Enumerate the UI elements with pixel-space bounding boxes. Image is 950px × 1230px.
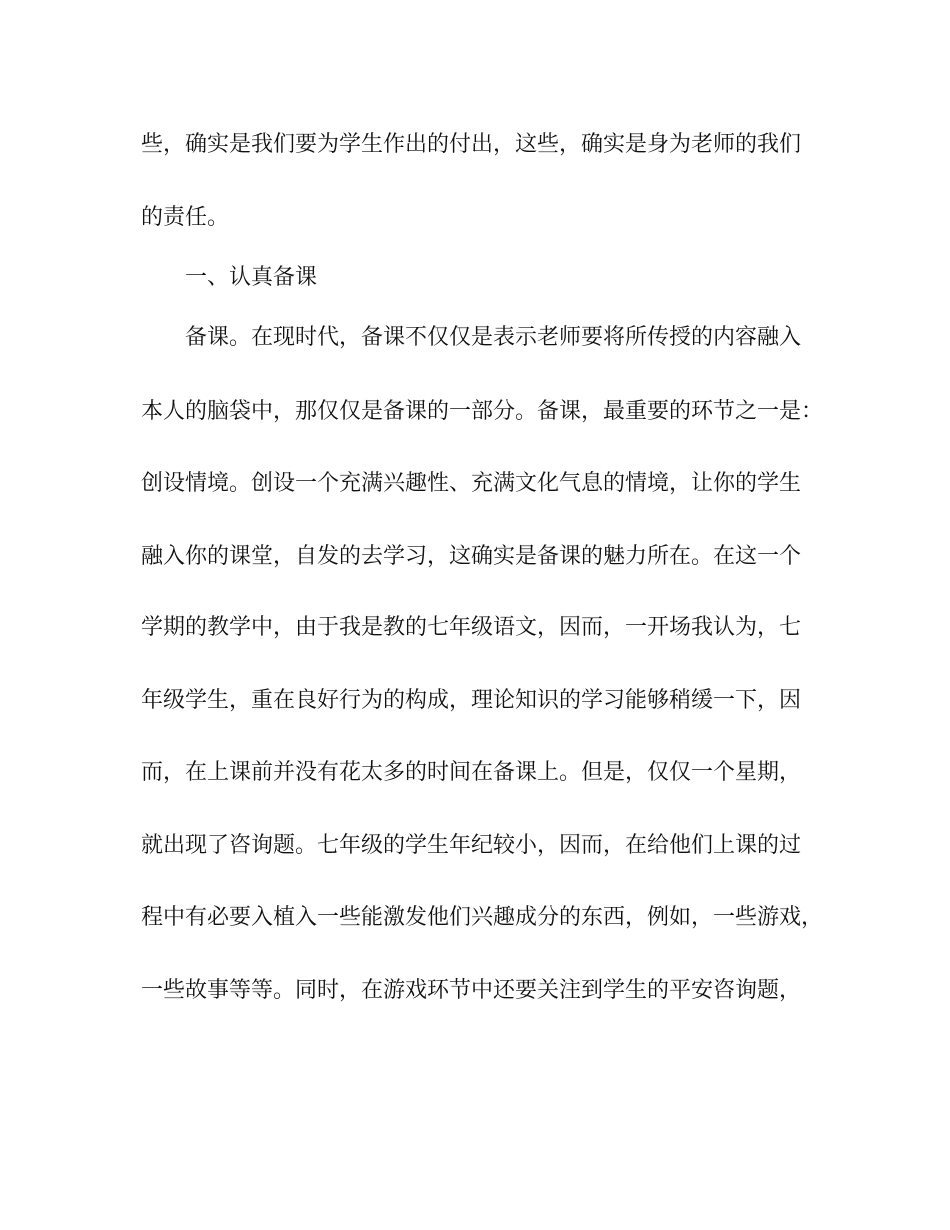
paragraph-line: 就出现了咨询题。七年级的学生年纪较小，因而，在给他们上课的过: [141, 833, 802, 858]
paragraph-line: 些，确实是我们要为学生作出的付出，这些，确实是身为老师的我们: [141, 132, 802, 157]
paragraph-line: 一些故事等等。同时，在游戏环节中还要关注到学生的平安咨询题，: [141, 978, 802, 1003]
paragraph-line: 学期的教学中，由于我是教的七年级语文，因而，一开场我认为，七: [141, 615, 802, 640]
paragraph-line: 备课。在现时代，备课不仅仅是表示老师要将所传授的内容融入: [185, 325, 802, 350]
paragraph-line: 融入你的课堂，自发的去学习，这确实是备课的魅力所在。在这一个: [141, 544, 802, 569]
paragraph-line: 创设情境。创设一个充满兴趣性、充满文化气息的情境，让你的学生: [141, 471, 802, 496]
paragraph-line: 程中有必要入植入一些能激发他们兴趣成分的东西，例如，一些游戏，: [141, 905, 824, 930]
paragraph-line: 本人的脑袋中，那仅仅是备课的一部分。备课，最重要的环节之一是：: [141, 399, 824, 424]
section-heading: 一、认真备课: [185, 265, 318, 290]
paragraph-line: 年级学生，重在良好行为的构成，理论知识的学习能够稍缓一下，因: [141, 688, 802, 713]
paragraph-line: 而，在上课前并没有花太多的时间在备课上。但是，仅仅一个星期，: [141, 760, 802, 785]
paragraph-line: 的责任。: [141, 205, 230, 230]
